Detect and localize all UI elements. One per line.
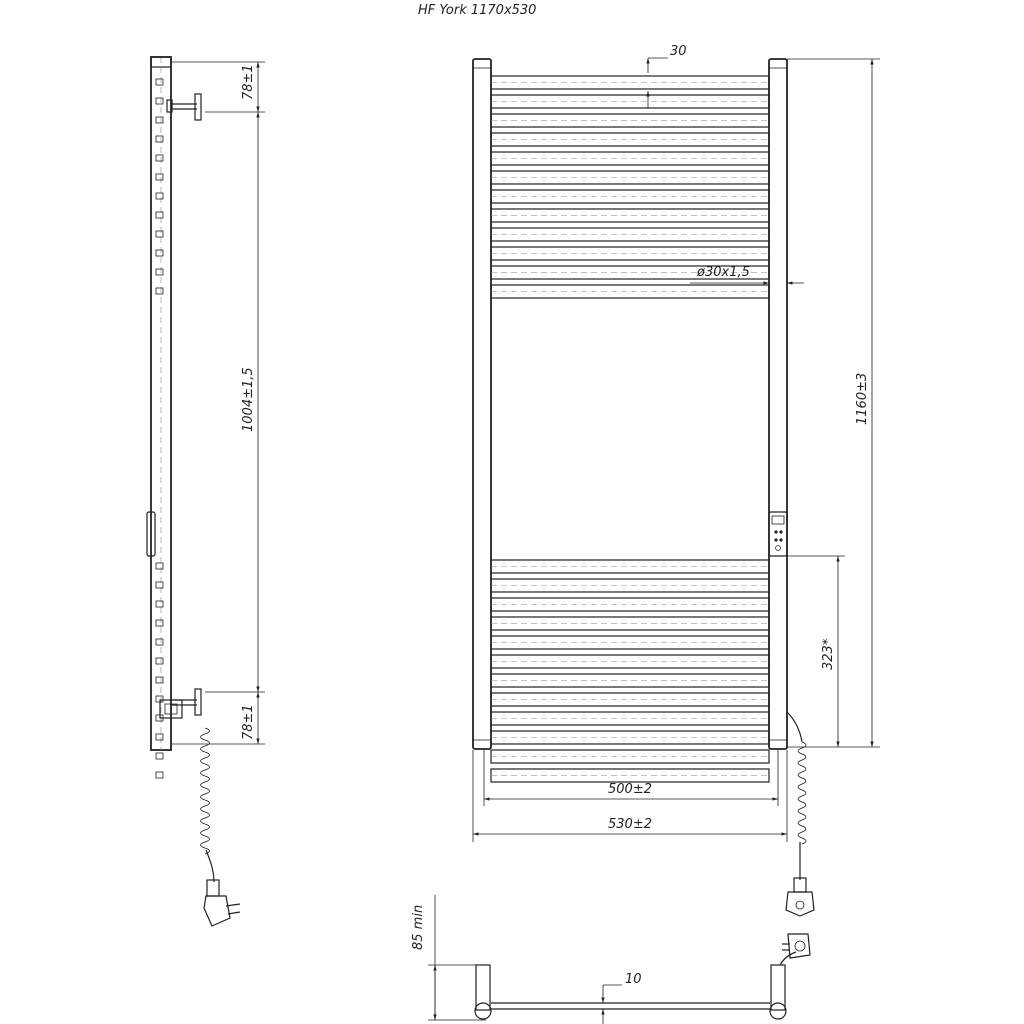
side-view-bar-ticks [156,79,163,778]
side-view [147,57,265,926]
side-bar-section [156,734,163,740]
bar-spacing-dimension: 30 [670,44,687,59]
side-bar-section [156,231,163,237]
bottom-wall-bracket [160,689,201,718]
indicator-dot-icon [774,538,777,541]
top-view [428,895,796,1024]
side-coiled-cable [201,728,241,926]
side-bar-section [156,658,163,664]
front-plug-icon [786,892,814,916]
mount-top-dimension: 78±1 [241,64,256,100]
horizontal-bars [491,76,769,782]
side-bar-section [156,174,163,180]
side-bar-section [156,582,163,588]
heater-control-unit [769,512,787,556]
side-bar-section [156,269,163,275]
side-bar-section [156,117,163,123]
heater-offset-dimension: 323* [821,638,836,670]
side-bar-section [156,639,163,645]
top-wall-bracket [167,94,201,120]
side-bar-section [156,620,163,626]
side-bar-section [156,677,163,683]
side-bar-section [156,155,163,161]
outer-width-dimension: 530±2 [608,817,652,832]
side-bar-section [156,772,163,778]
indicator-dot-icon [774,530,777,533]
power-button-icon [776,546,781,551]
side-bar-section [156,193,163,199]
side-plug-icon [204,896,230,926]
side-bar-section [156,79,163,85]
side-bar-section [156,136,163,142]
tube-dimension: ø30x1,5 [697,265,750,280]
total-height-dimension: 1160±3 [855,372,870,425]
side-bar-section [156,601,163,607]
side-bar-section [156,98,163,104]
side-bar-section [156,563,163,569]
right-upright [769,59,787,749]
side-bar-section [156,212,163,218]
mount-bottom-dimension: 78±1 [241,704,256,740]
bar-offset-dimension: 10 [625,972,642,987]
drawing-title: HF York 1170x530 [418,3,537,18]
mount-spacing-dimension: 1004±1,5 [241,367,256,432]
left-upright [473,59,491,749]
indicator-dot-icon [779,538,782,541]
side-bar-section [156,753,163,759]
inner-width-dimension: 500±2 [608,782,652,797]
front-view [473,44,880,958]
side-bar-section [156,250,163,256]
side-bar-section [156,288,163,294]
wall-gap-dimension: 85 min [411,904,426,950]
indicator-dot-icon [779,530,782,533]
